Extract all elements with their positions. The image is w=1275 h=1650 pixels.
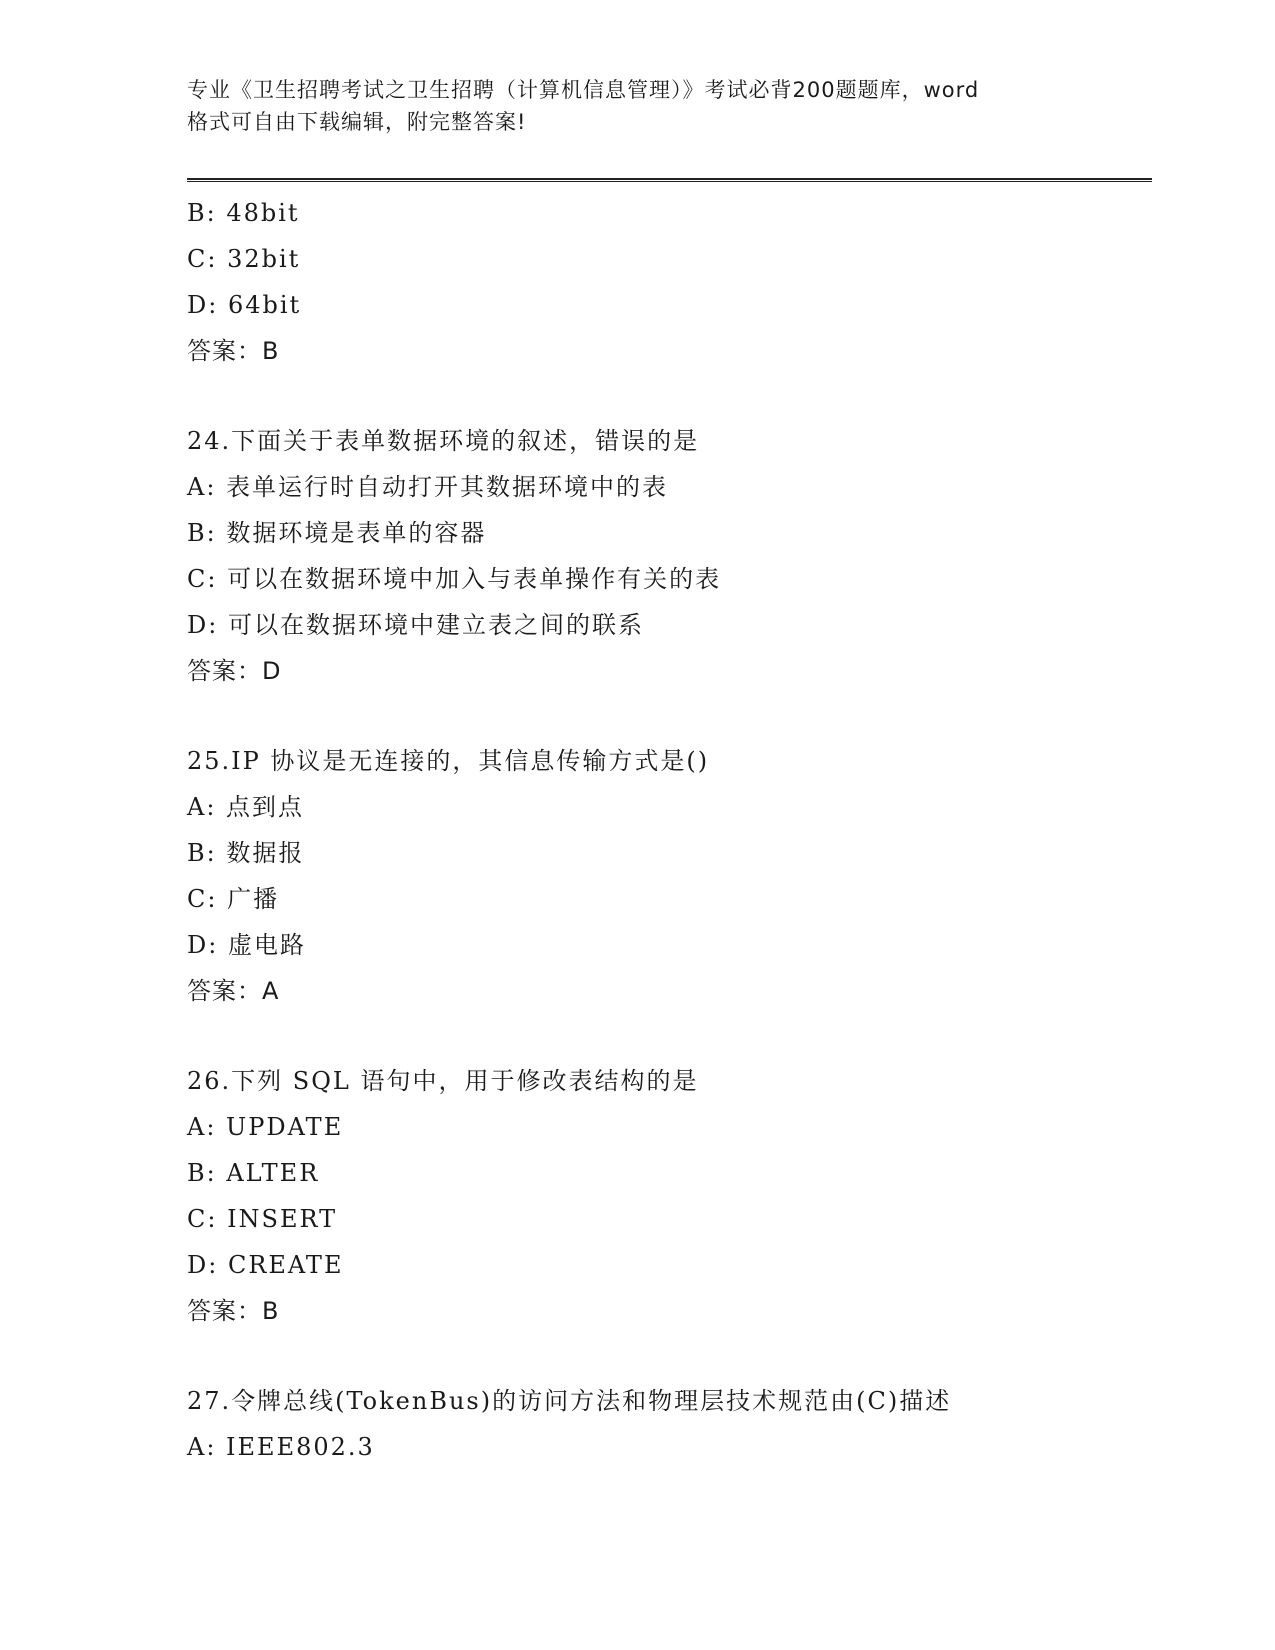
- question-stem: 27.令牌总线(TokenBus)的访问方法和物理层技术规范由(C)描述: [187, 1387, 952, 1415]
- question-stem: 26.下列 SQL 语句中，用于修改表结构的是: [187, 1067, 699, 1095]
- option-b: B: 数据报: [187, 839, 305, 867]
- option-b: B: ALTER: [187, 1159, 320, 1187]
- header-divider: [187, 178, 1152, 182]
- question-stem: 25.IP 协议是无连接的，其信息传输方式是(): [187, 747, 710, 775]
- question-block-27: [187, 1378, 1167, 1470]
- answer-line: 答案：D: [187, 657, 282, 685]
- question-block-24: [187, 418, 1167, 694]
- option-c: C: 32bit: [187, 245, 301, 273]
- answer-line: 答案：A: [187, 977, 280, 1005]
- question-stem: 24.下面关于表单数据环境的叙述，错误的是: [187, 427, 700, 455]
- option-c: C: INSERT: [187, 1205, 338, 1233]
- header-line-2: 格式可自由下载编辑，附完整答案!: [187, 110, 527, 134]
- question-block-25: [187, 738, 1167, 1014]
- option-d: D: 虚电路: [187, 931, 306, 959]
- option-b: B: 数据环境是表单的容器: [187, 519, 487, 547]
- option-d: D: CREATE: [187, 1251, 344, 1279]
- option-a: A: IEEE802.3: [187, 1433, 375, 1461]
- option-d: D: 64bit: [187, 291, 302, 319]
- header-line-1: 专业《卫生招聘考试之卫生招聘（计算机信息管理）》考试必背200题题库，word: [187, 78, 980, 102]
- option-b: B: 48bit: [187, 199, 300, 227]
- option-a: A: 表单运行时自动打开其数据环境中的表: [187, 473, 669, 501]
- option-d: D: 可以在数据环境中建立表之间的联系: [187, 611, 644, 639]
- question-block-26: [187, 1058, 1167, 1334]
- answer-line: 答案：B: [187, 1297, 280, 1325]
- answer-line: 答案：B: [187, 337, 280, 365]
- document-header: [187, 74, 1087, 138]
- option-c: C: 可以在数据环境中加入与表单操作有关的表: [187, 565, 722, 593]
- option-a: A: UPDATE: [187, 1113, 344, 1141]
- question-list: [187, 190, 1167, 1470]
- option-a: A: 点到点: [187, 793, 305, 821]
- option-c: C: 广播: [187, 885, 280, 913]
- question-block-23: [187, 190, 1167, 374]
